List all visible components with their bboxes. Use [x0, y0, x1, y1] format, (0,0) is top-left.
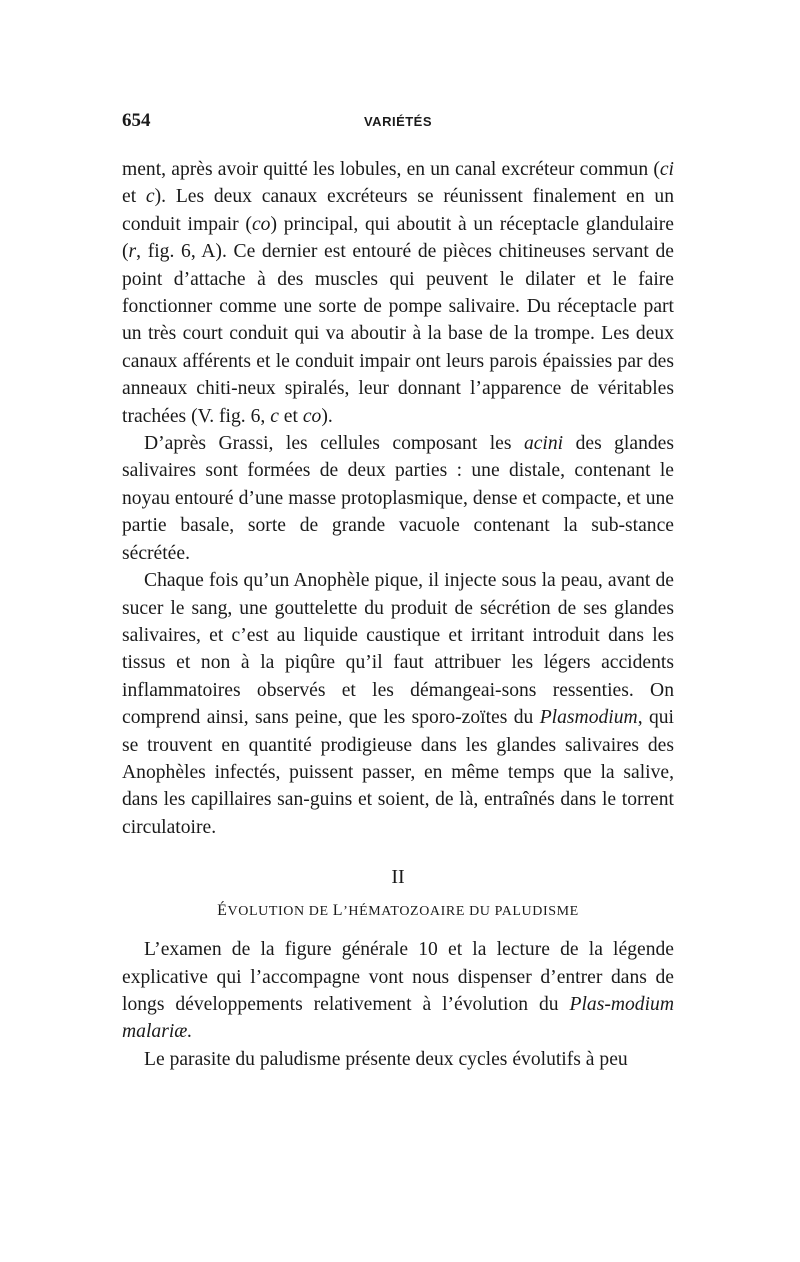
italic-run: acini — [523, 433, 564, 455]
text-run: ment, après avoir quitté les lobules, en un canal excréteur commun ( — [122, 159, 660, 180]
body-text — [122, 156, 674, 1073]
italic-run: c — [270, 405, 279, 427]
text-run: Le parasite du paludisme présente deux cycles évolutifs à peu — [144, 1048, 628, 1070]
paragraph — [122, 567, 674, 841]
italic-run: Plas-modium malariæ. — [122, 993, 674, 1043]
italic-run: c — [145, 186, 155, 208]
text-run: et — [122, 186, 146, 208]
text-run: ). Les deux canaux excréteurs se réunissent finalement en un conduit impair ( — [122, 186, 674, 235]
section-number: II — [391, 866, 405, 889]
section-title — [122, 901, 674, 922]
italic-run: r — [128, 241, 137, 263]
title-part: L — [332, 902, 344, 920]
running-head — [122, 108, 674, 134]
title-part: ’H — [343, 904, 360, 920]
text-run: ). — [321, 405, 333, 427]
italic-run: Plasmodium — [539, 707, 638, 729]
paragraph — [122, 936, 674, 1046]
italic-run: ci — [659, 159, 674, 180]
text-run: L’examen de la figure générale 10 et la lecture de la légende explicative qui l’accompagne vont nous dispenser d’entrer dans de longs développements relativement à l’évolution du — [122, 939, 674, 1015]
italic-run: co — [302, 405, 322, 427]
text-run: et — [278, 405, 303, 427]
running-title: VARIÉTÉS — [363, 114, 433, 129]
book-page — [122, 108, 674, 1073]
text-run: Chaque fois qu’un Anophèle pique, il injecte sous la peau, avant de sucer le sang, une gouttelette du produit de sécrétion de ses glandes salivaires, et c’est au liquide caustique et irritant introduit dans les tissus et non à la piqûre qu’il faut attribuer les légers accidents inflammatoires observés et les démangeai-sons ressenties. On comprend ainsi, sans peine, que les sporo-zoïtes du — [122, 570, 674, 729]
paragraph — [122, 430, 674, 567]
italic-run: co — [251, 213, 271, 235]
text-run: , fig. 6, A). Ce dernier est entouré de pièces chitineuses servant de point d’attache à des muscles qui peuvent le dilater et le faire fonctionner comme une sorte de pompe salivaire. Du réceptacle part un très court conduit qui va aboutir à la base de la trompe. Les deux canaux afférents et le conduit impair ont leurs parois épaissies par des anneaux chiti-neux spiralés, leur donnant l’apparence de véritables trachées (V. fig. 6, — [122, 241, 674, 427]
paragraph — [122, 156, 674, 430]
text-run: D’après Grassi, les cellules composant les — [144, 433, 524, 455]
title-part: VOLUTION DE — [227, 904, 333, 920]
text-run: ) principal, qui aboutit à un réceptacle glandulaire ( — [122, 213, 674, 263]
text-run: des glandes salivaires sont formées de deux parties : une distale, contenant le noyau entouré d’une masse protoplasmique, dense et compacte, et une partie basale, sorte de grande vacuole contenant la sub-stance sécrétée. — [122, 433, 674, 564]
title-part: É — [217, 902, 228, 920]
paragraph — [122, 1046, 674, 1073]
page-number: 654 — [122, 110, 151, 131]
title-part: ÉMATOZOAIRE DU PALUDISME — [359, 904, 579, 920]
text-run: , qui se trouvent en quantité prodigieuse dans les glandes salivaires des Anophèles infectés, puissent passer, en même temps que la salive, dans les capillaires san-guins et soient, de là, entraînés dans le torrent circulatoire. — [122, 707, 674, 838]
